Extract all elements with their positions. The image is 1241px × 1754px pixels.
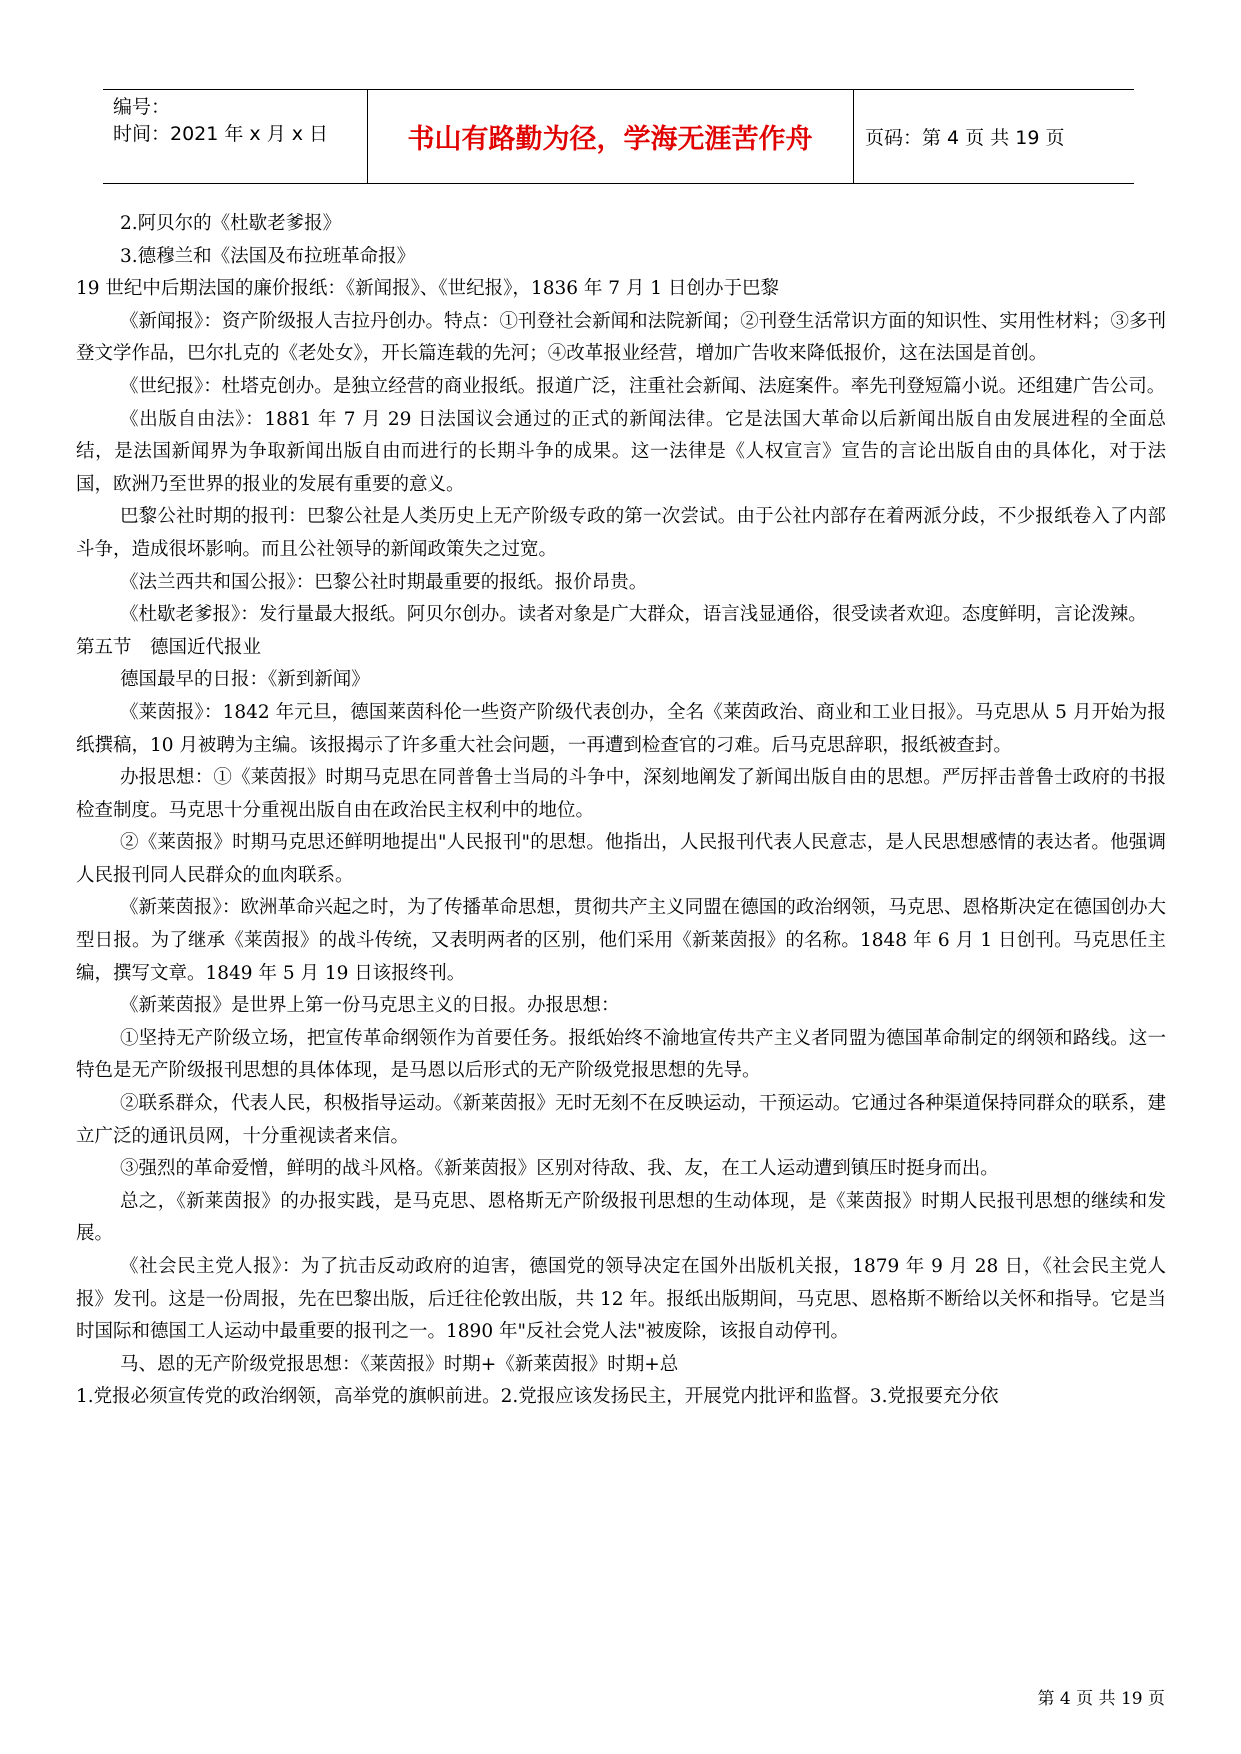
document-body [76,208,1166,1414]
paragraph: 1.党报必须宣传党的政治纲领，高举党的旗帜前进。2.党报应该发扬民主，开展党内批评和监督。3.党报要充分依 [76,1386,999,1408]
paragraph: 《新闻报》：资产阶级报人吉拉丹创办。特点：①刊登社会新闻和法院新闻；②刊登生活常识方面的知识性、实用性材料；③多刊登文学作品，巴尔扎克的《老处女》，开长篇连载的先河；④改革报业经营，增加广告收来降低报价，这在法国是首创。 [76,310,1166,365]
paragraph: 德国最早的日报：《新到新闻》 [120,669,370,691]
section-heading: 19 世纪中后期法国的廉价报纸：《新闻报》、《世纪报》，1836 年 7 月 1 日创办于巴黎 [76,278,779,300]
paragraph: 马、恩的无产阶级党报思想：《莱茵报》时期+《新莱茵报》时期+总 [120,1353,679,1375]
paragraph: 《新莱茵报》：欧洲革命兴起之时，为了传播革命思想，贯彻共产主义同盟在德国的政治纲领，马克思、恩格斯决定在德国创办大型日报。为了继承《莱茵报》的战斗传统，又表明两者的区别，他们采用《新莱茵报》的名称。1848 年 6 月 1 日创刊。马克思任主编，撰写文章。1849 年 5 月 19 日该报终刊。 [76,897,1166,984]
paragraph: ②联系群众，代表人民，积极指导运动。《新莱茵报》无时无刻不在反映运动，干预运动。它通过各种渠道保持同群众的联系，建立广泛的通讯员网，十分重视读者来信。 [76,1093,1166,1147]
section-heading: 第五节 德国近代报业 [76,636,262,658]
paragraph: ①坚持无产阶级立场，把宣传革命纲领作为首要任务。报纸始终不渝地宣传共产主义者同盟为德国革命制定的纲领和路线。这一特色是无产阶级报刊思想的具体体现，是马恩以后形式的无产阶级党报思想的先导。 [76,1027,1166,1082]
paragraph: 《世纪报》：杜塔克创办。是独立经营的商业报纸。报道广泛，注重社会新闻、法庭案件。率先刊登短篇小说。还组建广告公司。 [120,375,1166,397]
paragraph: ③强烈的革命爱憎，鲜明的战斗风格。《新莱茵报》区别对待敌、我、友，在工人运动遭到镇压时挺身而出。 [120,1158,999,1180]
paragraph: 《出版自由法》：1881 年 7 月 29 日法国议会通过的正式的新闻法律。它是法国大革命以后新闻出版自由发展进程的全面总结，是法国新闻界为争取新闻出版自由而进行的长期斗争的成果。这一法律是《人权宣言》宣告的言论出版自由的具体化，对于法国，欧洲乃至世界的报业的发展有重要的意义。 [76,408,1166,495]
paragraph: 《法兰西共和国公报》：巴黎公社时期最重要的报纸。报价昂贵。 [120,571,648,593]
paragraph: 总之，《新莱茵报》的办报实践，是马克思、恩格斯无产阶级报刊思想的生动体现，是《莱茵报》时期人民报刊思想的继续和发展。 [76,1190,1166,1245]
number-label: 编号： [113,96,171,118]
paragraph: 3.德穆兰和《法国及布拉班革命报》 [120,245,416,267]
header-motto: 书山有路勤为径，学海无涯苦作舟 [407,124,813,155]
time-label: 时间：2021 年 x 月 x 日 [113,123,329,145]
paragraph: 《社会民主党人报》：为了抗击反动政府的迫害，德国党的领导决定在国外出版机关报，1879 年 9 月 28 日，《社会民主党人报》发刊。这是一份周报，先在巴黎出版，后迁往伦敦出版，共 12 年。报纸出版期间，马克思、恩格斯不断给以关怀和指导。它是当时国际和德国工人运动中最重要的报刊之一。1890 年"反社会党人法"被废除，该报自动停刊。 [76,1256,1166,1343]
paragraph: ②《莱茵报》时期马克思还鲜明地提出"人民报刊"的思想。他指出，人民报刊代表人民意志，是人民思想感情的表达者。他强调人民报刊同人民群众的血肉联系。 [76,832,1166,886]
paragraph: 2.阿贝尔的《杜歇老爹报》 [120,213,342,234]
header-meta [113,94,365,148]
paragraph: 办报思想：①《莱茵报》时期马克思在同普鲁士当局的斗争中，深刻地阐发了新闻出版自由的思想。严厉抨击普鲁士政府的书报检查制度。马克思十分重视出版自由在政治民主权利中的地位。 [76,767,1166,821]
paragraph: 《杜歇老爹报》：发行量最大报纸。阿贝尔创办。读者对象是广大群众，语言浅显通俗，很受读者欢迎。态度鲜明，言论泼辣。 [120,604,1147,626]
paragraph: 巴黎公社时期的报刊：巴黎公社是人类历史上无产阶级专政的第一次尝试。由于公社内部存在着两派分歧，不少报纸卷入了内部斗争，造成很坏影响。而且公社领导的新闻政策失之过宽。 [76,506,1166,560]
page-footer: 第 4 页 共 19 页 [1037,1689,1165,1709]
paragraph: 《新莱茵报》是世界上第一份马克思主义的日报。办报思想： [120,995,620,1017]
header-page-label: 页码：第 4 页 共 19 页 [865,127,1065,149]
header-divider [853,90,854,183]
page-header [103,89,1134,184]
paragraph: 《莱茵报》：1842 年元旦，德国莱茵科伦一些资产阶级代表创办，全名《莱茵政治、商业和工业日报》。马克思从 5 月开始为报纸撰稿，10 月被聘为主编。该报揭示了许多重大社会问题，一再遭到检查官的刁难。后马克思辞职，报纸被查封。 [76,701,1166,756]
